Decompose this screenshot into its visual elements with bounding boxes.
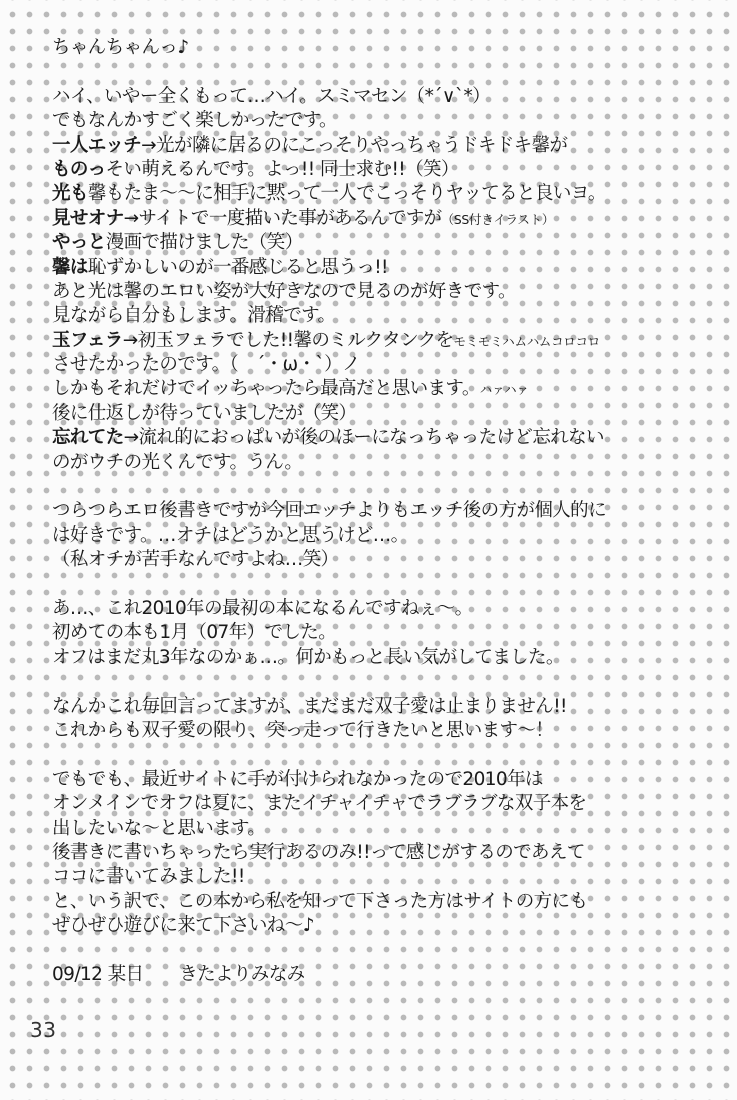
text-line bbox=[52, 524, 722, 548]
line-text: させたかったのです。（ ´・ω・`）ノ bbox=[52, 354, 360, 376]
line-text: オフはまだ丸3年なのかぁ…。何かもっと長い気がしてました。 bbox=[52, 646, 564, 668]
text-line bbox=[52, 207, 722, 231]
line-text: あ…、これ2010年の最初の本になるんですねぇ〜。 bbox=[52, 597, 473, 619]
line-text: オンメインでオフは夏に、またイチャイチャでラブラブな双子本を bbox=[52, 793, 587, 815]
line-text: は好きです。…オチはどうかと思うけど…。 bbox=[52, 524, 409, 546]
line-text: しかもそれだけでイッちゃったら最高だと思います。 bbox=[52, 378, 480, 400]
line-text: 09/12 某日 きたよりみなみ bbox=[52, 963, 305, 985]
text-line bbox=[52, 182, 722, 206]
bold-keyword: ものっ bbox=[52, 158, 106, 180]
text-line bbox=[52, 963, 722, 987]
text-line bbox=[52, 353, 722, 377]
text-line bbox=[52, 231, 722, 255]
line-text: あと光は馨のエロい姿が大好きなので見るのが好きです。 bbox=[52, 280, 516, 302]
text-line bbox=[52, 646, 722, 670]
line-text: 馨もたま〜〜に相手に黙って一人でこっそりヤッてると良いヨ。 bbox=[87, 183, 606, 205]
text-line bbox=[52, 85, 722, 109]
line-text: ココに書いてみました!! bbox=[52, 866, 245, 888]
text-line bbox=[52, 768, 722, 792]
bold-keyword: 一人エッチ bbox=[52, 134, 142, 156]
text-line bbox=[52, 256, 722, 280]
line-text: のがウチの光くんです。うん。 bbox=[52, 451, 303, 473]
line-text: →光が隣に居るのにこっそりやっちゃうドキドキ馨が bbox=[141, 134, 568, 156]
line-text: →流れ的におっぱいが後のほーになっちゃったけど忘れない bbox=[123, 427, 604, 449]
small-text: ハァハァ bbox=[479, 382, 529, 398]
bold-keyword: やっと bbox=[52, 232, 106, 254]
line-text: ハイ、いやー全くもって…ハイ。スミマセン（*´∨`*） bbox=[52, 85, 491, 107]
line-text: ちゃんちゃんっ♪ bbox=[52, 37, 189, 58]
text-line bbox=[52, 865, 722, 889]
line-text: と、いう訳で、この本から私を知って下さった方はサイトの方にも bbox=[52, 890, 588, 912]
line-text: 恥ずかしいのが一番感じると思うっ!! bbox=[87, 256, 388, 278]
line-text: 出したいな〜と思います。 bbox=[52, 817, 266, 839]
blank-line bbox=[52, 475, 722, 499]
text-line bbox=[52, 280, 722, 304]
line-text: でもでも、最近サイトに手が付けられなかったので2010年は bbox=[52, 768, 543, 790]
text-line bbox=[52, 36, 722, 60]
text-line bbox=[52, 597, 722, 621]
afterword-text bbox=[52, 36, 722, 987]
blank-line bbox=[52, 670, 722, 694]
text-line bbox=[52, 621, 722, 645]
text-line bbox=[52, 304, 722, 328]
line-text: でもなんかすごく楽しかったです。 bbox=[52, 110, 337, 132]
line-text: そい萌えるんです。よっ!! 同士求む!!（笑） bbox=[105, 158, 459, 180]
bold-keyword: 玉フェラ bbox=[52, 329, 123, 351]
line-text: 見ながら自分もします。滑稽です。 bbox=[52, 305, 336, 327]
text-line bbox=[52, 109, 722, 133]
line-text: なんかこれ毎回言ってますが、まだまだ双子愛は止まりません!! bbox=[52, 695, 567, 717]
text-line bbox=[52, 719, 722, 743]
line-text: 漫画で描けました（笑） bbox=[105, 232, 303, 254]
line-text: つらつらエロ後書きですが今回エッチよりもエッチ後の方が個人的に bbox=[52, 500, 606, 522]
text-line bbox=[52, 890, 722, 914]
text-line bbox=[52, 329, 722, 353]
line-text: →サイトで一度描いた事があるんですが bbox=[123, 207, 442, 229]
text-line bbox=[52, 426, 722, 450]
text-line bbox=[52, 451, 722, 475]
small-text: モミモミハムハムコロコロ bbox=[453, 333, 600, 349]
text-line bbox=[52, 377, 722, 401]
text-line bbox=[52, 402, 722, 426]
line-text: 初めての本も1月（07年）でした。 bbox=[52, 622, 337, 644]
text-line bbox=[52, 499, 722, 523]
page-number: 33 bbox=[30, 1018, 57, 1042]
blank-line bbox=[52, 938, 722, 962]
line-text: これからも双子愛の限り、突っ走って行きたいと思います〜！ bbox=[52, 719, 554, 741]
text-line bbox=[52, 695, 722, 719]
text-line bbox=[52, 792, 722, 816]
bold-keyword: 忘れてた bbox=[52, 427, 124, 449]
line-text: 後に仕返しが待っていましたが（笑） bbox=[52, 402, 357, 424]
line-text: （私オチが苦手なんですよね…笑） bbox=[52, 549, 339, 571]
line-text: ぜひぜひ遊びに来て下さいね〜♪ bbox=[52, 915, 314, 937]
bold-keyword: 見せオナ bbox=[52, 207, 124, 229]
text-line bbox=[52, 548, 722, 572]
blank-line bbox=[52, 60, 722, 84]
text-line bbox=[52, 134, 722, 158]
bold-keyword: 馨は bbox=[52, 256, 88, 278]
line-text: 後書きに書いちゃったら実行あるのみ!!って感じがするのであえて bbox=[52, 841, 585, 863]
small-text: （SS付きイラスト） bbox=[441, 211, 555, 227]
bold-keyword: 光も bbox=[52, 183, 88, 205]
text-line bbox=[52, 817, 722, 841]
text-line bbox=[52, 158, 722, 182]
text-line bbox=[52, 914, 722, 938]
blank-line bbox=[52, 573, 722, 597]
blank-line bbox=[52, 743, 722, 767]
line-text: →初玉フェラでした!!馨のミルクタンクを bbox=[122, 329, 454, 351]
text-line bbox=[52, 841, 722, 865]
